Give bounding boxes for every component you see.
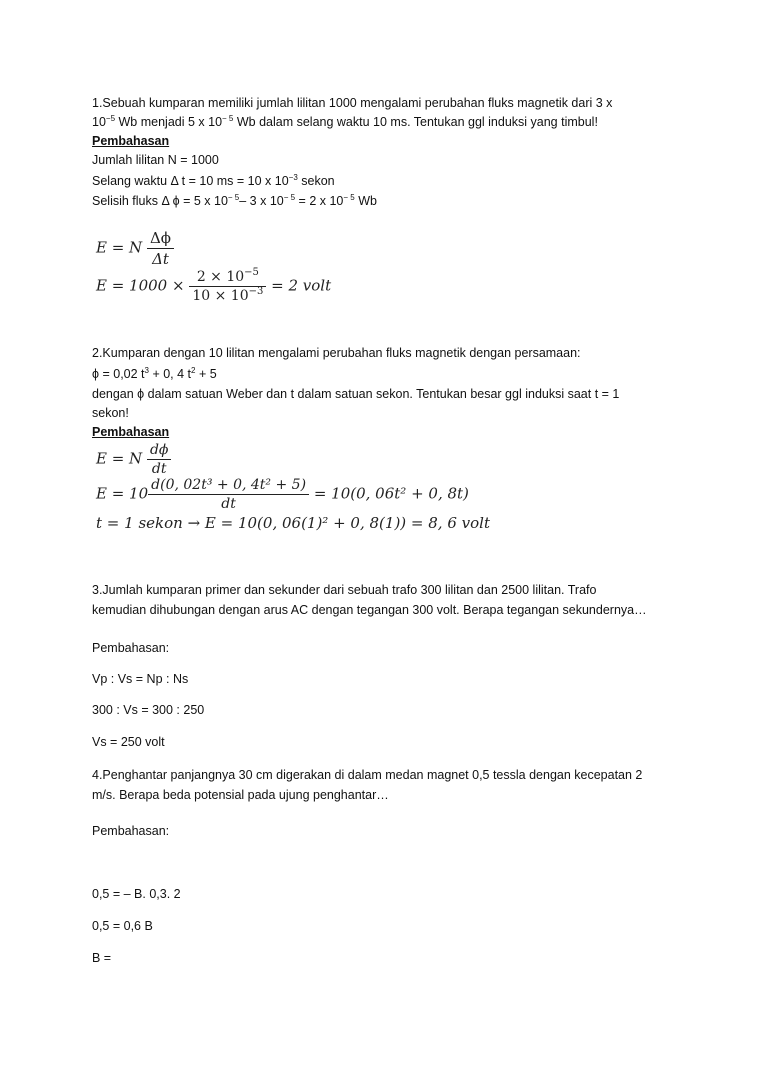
q4-heading: Pembahasan: xyxy=(92,824,170,838)
q1-equation-1: E = N $\frac{\Delta\phi}{\Delta t}$ xyxy=(96,228,174,269)
q4-line-2: m/s. Berapa beda potensial pada ujung penghantar… xyxy=(92,788,389,802)
q1-line-6: Selisih fluks Δ ϕ = 5 x $10^{- 5}-$ 3 x $10^{- 5} = 2$ x $10^{- 5}$ Wb xyxy=(92,193,377,208)
q2-line-3: dengan ϕ dalam satuan Weber dan t dalam satuan sekon. Tentukan besar ggl induksi saat t = 1 xyxy=(92,387,620,401)
q2-heading: Pembahasan xyxy=(92,425,170,439)
q4-step-1: 0,5 = – B. 0,3. 2 xyxy=(92,887,181,901)
q3-line-1: 3.Jumlah kumparan primer dan sekunder dari sebuah trafo 300 lilitan dan 2500 lilitan. Trafo xyxy=(92,583,597,597)
q4-step-2: 0,5 = 0,6 B xyxy=(92,919,153,933)
q1-heading: Pembahasan xyxy=(92,134,170,148)
q1-line-2: $10^{-5}$ Wb menjadi 5 x $10^{- 5}$ Wb dalam selang waktu 10 ms. Tentukan ggl induksi yang timbul! xyxy=(92,114,598,129)
q3-step-1: Vp : Vs = Np : Ns xyxy=(92,672,189,686)
q3-heading: Pembahasan: xyxy=(92,641,170,655)
q1-line-5: Selang waktu Δ t = 10 ms = 10 x $10^{-3}$ sekon xyxy=(92,173,335,188)
q3-line-2: kemudian dihubungan dengan arus AC dengan tegangan 300 volt. Berapa tegangan sekundernya… xyxy=(92,603,647,617)
q2-line-1: 2.Kumparan dengan 10 lilitan mengalami perubahan fluks magnetik dengan persamaan: xyxy=(92,346,581,360)
q2-line-4: sekon! xyxy=(92,406,129,420)
q2-equation-3: t = 1 sekon → E = 10(0, 06(1)² + 0, 8(1)) = 8, 6 volt xyxy=(96,514,490,532)
q4-step-3: B = xyxy=(92,951,112,965)
q3-step-3: Vs = 250 volt xyxy=(92,735,165,749)
q4-line-1: 4.Penghantar panjangnya 30 cm digerakan di dalam medan magnet 0,5 tessla dengan kecepatan 2 xyxy=(92,768,643,782)
q3-step-2: 300 : Vs = 300 : 250 xyxy=(92,703,205,717)
q1-equation-2: E = 1000 × $\frac{2 \times 10^{-5}}{10 \times 10^{-3}}$ = 2 volt xyxy=(96,267,332,304)
q2-line-2: ϕ = 0,02 $t^3 + 0$, 4 $t^2 + 5$ xyxy=(92,366,217,381)
q2-equation-1: E = N $\frac{d\phi}{dt}$ xyxy=(96,441,171,478)
q2-equation-2: E = 10 $\frac{\text{d(0, 02t³ + 0, 4t² + 5)}}{dt}$ = 10(0, 06t² + 0, 8t) xyxy=(96,477,469,512)
q1-line-4: Jumlah lilitan N = 1000 xyxy=(92,153,219,167)
q1-line-1: 1.Sebuah kumparan memiliki jumlah lilitan 1000 mengalami perubahan fluks magnetik dari 3 x xyxy=(92,96,613,110)
